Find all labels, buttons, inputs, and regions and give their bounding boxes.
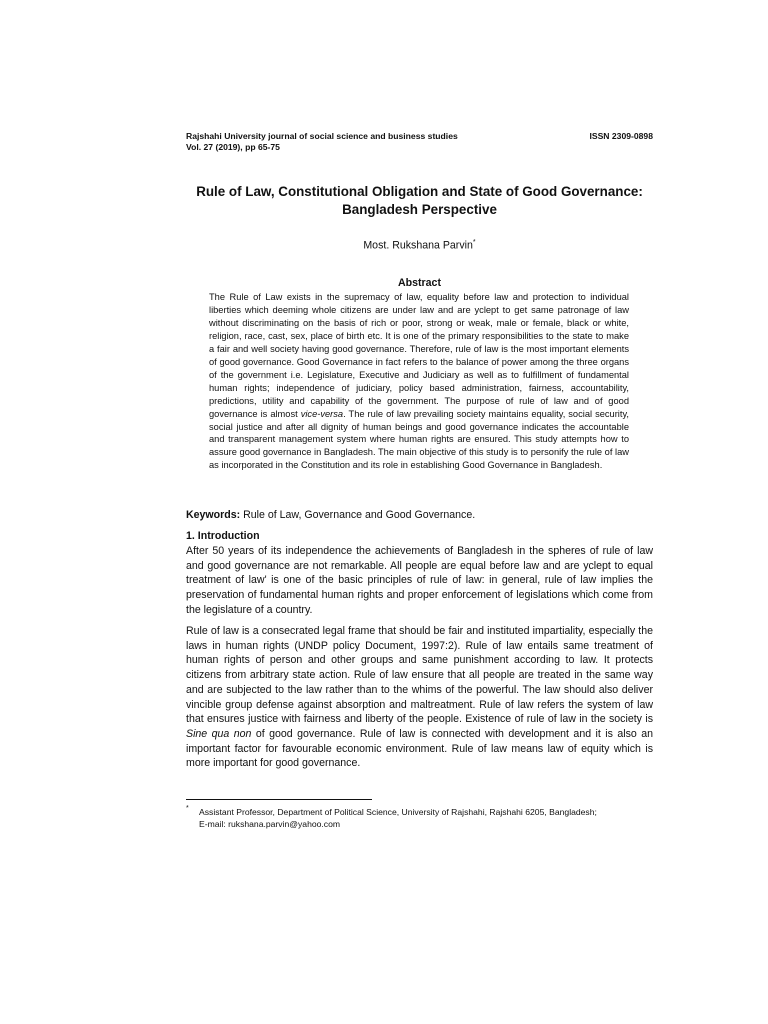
paper-title	[186, 183, 653, 219]
abstract-text-a: The Rule of Law exists in the supremacy of law, equality before law and protection to individual liberties which deeming whole citizens are under law and are yclept to get same patronage of law without discriminating on the basis of rich or poor, strong or weak, male or female, black or white, religion, race, cast, sex, place of birth etc. It is one of the primary responsibilities to the state to make a fair and well society having good governance. Therefore, rule of law is the most important elements of good governance. Good Governance in fact refers to the balance of power among the three organs of the government i.e. Legislature, Executive and Judiciary as well as to fulfillment of fundamental human rights; independence of judiciary, policy based administration, fairness, accountability, predictions, utility and capability of the government. The purpose of rule of law and of good governance is almost	[209, 292, 629, 419]
keywords-text: Rule of Law, Governance and Good Governance.	[240, 509, 476, 521]
introduction-paragraph-2	[186, 624, 653, 771]
paper-title-line2: Bangladesh Perspective	[342, 202, 497, 217]
running-header	[186, 131, 653, 153]
abstract-text-b: . The rule of law prevailing society maintains equality, social security, social justice and after all dignity of human beings and good governance indicates the accountable and transparent management system where human rights are ensured. This study attempts how to assure good governance in Bangladesh. The main objective of this study is to personify the rule of law as incorporated in the Constitution and its role in establishing Good Governance in Bangladesh.	[209, 408, 629, 471]
footnote-affiliation: Assistant Professor, Department of Political Science, University of Rajshahi, Rajshahi 6205, Bangladesh;	[199, 807, 597, 817]
footnote-divider	[186, 799, 372, 800]
keywords-label: Keywords:	[186, 509, 241, 521]
author-line	[186, 239, 653, 252]
abstract-italic-term: vice-versa	[300, 408, 344, 419]
journal-issn: ISSN 2309-0898	[589, 131, 653, 141]
author-footnote-mark: *	[472, 239, 476, 246]
journal-name: Rajshahi University journal of social science and business studies	[186, 131, 458, 141]
paper-title-line1: Rule of Law, Constitutional Obligation and State of Good Governance:	[196, 184, 643, 199]
paragraph-2-italic-term: Sine qua non	[186, 727, 252, 740]
footnote-mark: *	[186, 805, 189, 812]
footnote-email: E-mail: rukshana.parvin@yahoo.com	[199, 819, 341, 829]
footnote	[186, 806, 653, 830]
abstract-heading: Abstract	[398, 277, 441, 289]
paragraph-2-text-a: Rule of law is a consecrated legal frame that should be fair and instituted impartiality, especially the laws in human rights (UNDP policy Document, 1997:2). Rule of law entails same treatment of human rights of person and other groups and same punishment according to law. It protects citizens from arbitrary state action. Rule of law ensure that all people are treated in the same way and are subjected to the law rather than to the whims of the powerful. The law should also deliver vincible group defense against absorption and maltreatment. Rule of law refers the system of law that ensures justice with fairness and liberty of the people. Existence of rule of law in the society is	[186, 625, 653, 726]
abstract-body	[209, 291, 629, 472]
journal-volume: Vol. 27 (2019), pp 65-75	[186, 142, 280, 152]
section-heading-introduction: 1. Introduction	[186, 530, 260, 542]
author-name: Most. Rukshana Parvin	[363, 239, 473, 252]
paragraph-2-text-b: of good governance. Rule of law is connected with development and it is also an important factor for favourable economic environment. Rule of law means law of equity which is more important for good governance.	[186, 727, 653, 770]
introduction-paragraph-1: After 50 years of its independence the achievements of Bangladesh in the spheres of rule of law and good governance are not remarkable. All people are equal before law and are yclept to equal treatment of law' is one of the basic principles of rule of law: in general, rule of law implies the preservation of fundamental human rights and proper enforcement of legislations which come from the legislature of a country.	[186, 545, 653, 616]
keywords-line	[186, 509, 653, 521]
